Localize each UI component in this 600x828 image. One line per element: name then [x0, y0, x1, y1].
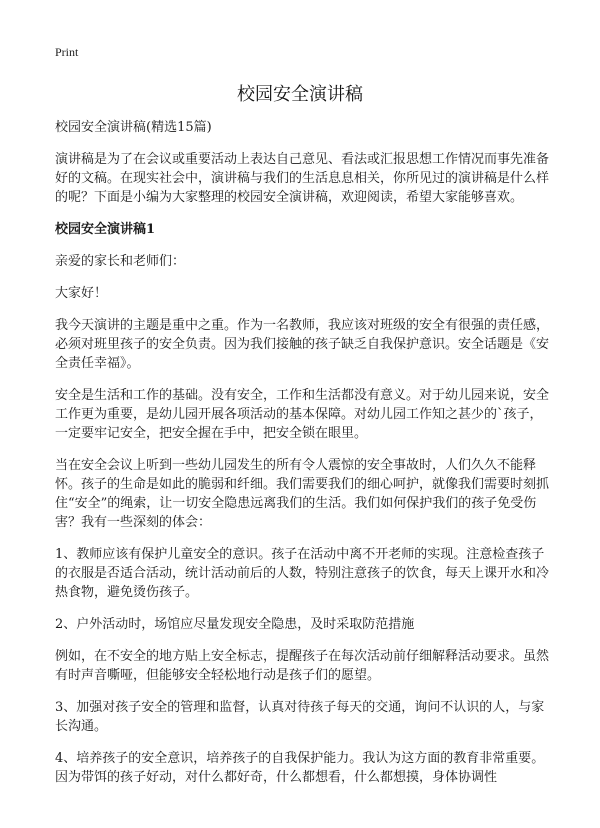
paragraph: 我今天演讲的主题是重中之重。作为一名教师，我应该对班级的安全有很强的责任感，必须对班里孩子的安全负责。因为我们接触的孩子缺乏自我保护意识。安全话题是《安全责任幸福》。 — [55, 318, 550, 371]
document-body — [55, 118, 555, 800]
document-subtitle: 校园安全演讲稿(精选15篇) — [55, 120, 212, 135]
paragraph: 当在安全会议上听到一些幼儿园发生的所有令人震惊的安全事故时，人们久久不能释怀。孩子的生命是如此的脆弱和纤细。我们需要我们的细心呵护，就像我们需要时刻抓住“安全”的绳索，让一切安全隐患远离我们的生活。我们如何保护我们的孩子免受伤害？我有一些深刻的体会： — [55, 458, 550, 530]
intro-paragraph: 演讲稿是为了在会议或重要活动上表达自己意见、看法或汇报思想工作情况而事先准备好的文稿。在现实社会中，演讲稿与我们的生活息息相关，你所见过的演讲稿是什么样的呢？下面是小编为大家整理的校园安全演讲稿，欢迎阅读，希望大家能够喜欢。 — [55, 152, 550, 205]
print-label: Print — [55, 45, 79, 59]
list-item-3: 3、加强对孩子安全的管理和监督，认真对待孩子每天的交通，询问不认识的人，与家长沟通。 — [55, 700, 545, 734]
paragraph-salutation: 亲爱的家长和老师们： — [55, 254, 186, 269]
paragraph: 例如，在不安全的地方贴上安全标志，提醒孩子在每次活动前仔细解释活动要求。虽然有时声音嘶哑，但能够安全轻松地行动是孩子们的愿望。 — [55, 649, 550, 683]
list-item-1: 1、教师应该有保护儿童安全的意识。孩子在活动中离不开老师的实现。注意检查孩子的衣服是否适合活动，统计活动前后的人数，特别注意孩子的饮食，每天上课开水和冷热食物，避免烫伤孩子。 — [55, 547, 550, 600]
list-item-2: 2、户外活动时，场馆应尽量发现安全隐患，及时采取防范措施 — [55, 617, 415, 632]
paragraph: 安全是生活和工作的基础。没有安全，工作和生活都没有意义。对于幼儿园来说，安全工作更为重要，是幼儿园开展各项活动的基本保障。对幼儿园工作知之甚少的`孩子，一定要牢记安全，把安全握在手中，把安全锁在眼里。 — [55, 388, 550, 441]
document-title: 校园安全演讲稿 — [237, 84, 363, 105]
list-item-4: 4、培养孩子的安全意识，培养孩子的自我保护能力。我认为这方面的教育非常重要。因为带饵的孩子好动，对什么都好奇，什么都想看，什么都想摸，身体协调性 — [55, 751, 545, 785]
paragraph-greeting: 大家好！ — [55, 286, 108, 301]
section-heading: 校园安全演讲稿1 — [55, 222, 156, 237]
